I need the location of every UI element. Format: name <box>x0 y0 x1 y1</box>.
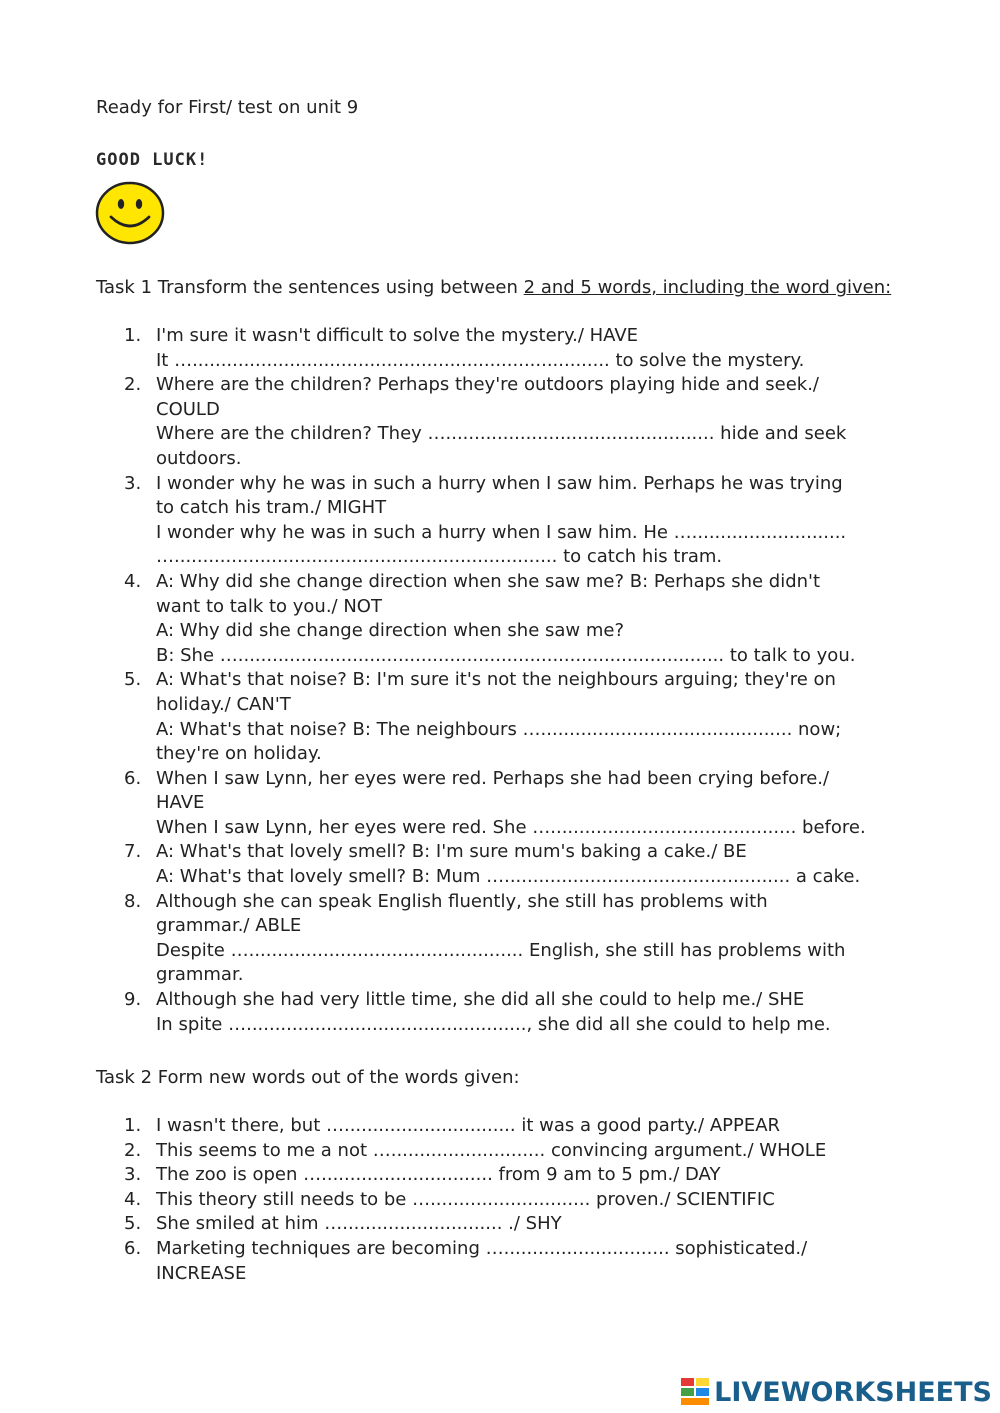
item-text-line: When I saw Lynn, her eyes were red. Perhaps she had been crying before./ <box>156 767 830 789</box>
item-text-line: grammar. <box>156 964 244 986</box>
item-number: 4. <box>124 1188 142 1210</box>
item-text-line: Where are the children? They …............................................... hide and seek <box>156 423 847 445</box>
item-text-line: This theory still needs to be …............................ proven./ SCIENTIFIC <box>156 1188 775 1210</box>
item-number: 6. <box>124 1237 142 1259</box>
item-number: 8. <box>124 890 142 912</box>
item-text-line: COULD <box>156 398 220 420</box>
item-text-line: I wasn't there, but ….............................. it was a good party./ APPEAR <box>156 1115 781 1136</box>
item-text-line: HAVE <box>156 792 205 814</box>
item-text-line: When I saw Lynn, her eyes were red. She …........................................... before. <box>156 816 866 838</box>
task2-heading: Task 2 Form new words out of the words given: <box>96 1067 520 1088</box>
good-luck-heading: GOOD LUCK! <box>96 150 209 170</box>
item-number: 2. <box>124 374 142 396</box>
item-text-line: Although she had very little time, she did all she could to help me./ SHE <box>156 989 805 1011</box>
item-text-line: B: She …..................................................................................... to talk to you. <box>156 644 856 666</box>
item-text-line: A: What's that lovely smell? B: Mum ….................................................. a cake. <box>156 866 861 888</box>
item-number: 9. <box>124 989 142 1011</box>
task2-item <box>96 1139 896 1164</box>
task1-item <box>96 767 896 841</box>
task1-item <box>96 570 896 668</box>
task1-heading-prefix: Task 1 Transform the sentences using between <box>96 277 524 298</box>
task1-item <box>96 472 896 570</box>
item-number: 1. <box>124 325 142 346</box>
item-text-line: I'm sure it wasn't difficult to solve the mystery./ HAVE <box>156 325 639 346</box>
item-text-line: holiday./ CAN'T <box>156 693 291 715</box>
page-title: Ready for First/ test on unit 9 <box>96 97 359 118</box>
task1-item <box>96 373 896 471</box>
item-text-line: to catch his tram./ MIGHT <box>156 497 387 519</box>
item-number: 7. <box>124 841 142 863</box>
item-text-line: …................................................................... to catch his tram. <box>156 546 723 568</box>
item-number: 2. <box>124 1139 142 1161</box>
item-text-line: outdoors. <box>156 447 242 469</box>
liveworksheets-logo-text: LIVEWORKSHEETS <box>714 1376 992 1408</box>
item-text-line: grammar./ ABLE <box>156 915 302 937</box>
smiley-face-icon <box>95 181 165 245</box>
task2-item <box>96 1212 896 1237</box>
item-number: 4. <box>124 570 142 592</box>
task2-list <box>96 1114 896 1286</box>
item-text-line: I wonder why he was in such a hurry when I saw him. Perhaps he was trying <box>156 472 843 494</box>
item-text-line: Where are the children? Perhaps they're outdoors playing hide and seek./ <box>156 374 819 396</box>
item-text-line: She smiled at him …............................ ./ SHY <box>156 1213 562 1235</box>
item-number: 5. <box>124 1213 142 1235</box>
item-text-line: Despite …................................................ English, she still has problems with <box>156 939 846 961</box>
task2-item <box>96 1237 896 1286</box>
item-text-line: they're on holiday. <box>156 743 322 765</box>
item-text-line: Although she can speak English fluently, she still has problems with <box>156 890 768 912</box>
task1-heading <box>96 276 896 301</box>
item-number: 1. <box>124 1115 142 1136</box>
task1-item <box>96 840 896 889</box>
item-text-line: I wonder why he was in such a hurry when I saw him. He …........................... <box>156 521 847 543</box>
task1-item <box>96 668 896 766</box>
item-text-line: INCREASE <box>156 1262 247 1284</box>
item-number: 6. <box>124 767 142 789</box>
item-text-line: A: What's that noise? B: The neighbours …............................................ now; <box>156 718 842 740</box>
item-number: 5. <box>124 669 142 691</box>
item-text-line: The zoo is open ….............................. from 9 am to 5 pm./ DAY <box>156 1164 721 1186</box>
liveworksheets-logo <box>681 1377 992 1407</box>
item-text-line: want to talk to you./ NOT <box>156 595 382 617</box>
item-number: 3. <box>124 1164 142 1186</box>
task1-item <box>96 890 896 988</box>
liveworksheets-logo-icon <box>681 1378 711 1406</box>
task1-heading-instruction: 2 and 5 words, including the word given: <box>523 277 892 298</box>
task1-item <box>96 988 896 1037</box>
item-text-line: This seems to me a not …........................... convincing argument./ WHOLE <box>156 1139 827 1161</box>
task2-item <box>96 1188 896 1213</box>
task1-list <box>96 324 896 1037</box>
task2-item <box>96 1163 896 1188</box>
item-text-line: A: Why did she change direction when she saw me? B: Perhaps she didn't <box>156 570 821 592</box>
item-text-line: A: Why did she change direction when she saw me? <box>156 620 625 642</box>
item-text-line: Marketing techniques are becoming …............................. sophisticated./ <box>156 1237 808 1259</box>
item-text-line: It …......................................................................... to solve the mystery. <box>156 349 805 371</box>
task2-item <box>96 1114 896 1139</box>
item-text-line: A: What's that noise? B: I'm sure it's not the neighbours arguing; they're on <box>156 669 836 691</box>
item-number: 3. <box>124 472 142 494</box>
item-text-line: A: What's that lovely smell? B: I'm sure mum's baking a cake./ BE <box>156 841 747 863</box>
task1-item <box>96 324 896 373</box>
item-text-line: In spite …................................................., she did all she could to help me. <box>156 1013 831 1035</box>
